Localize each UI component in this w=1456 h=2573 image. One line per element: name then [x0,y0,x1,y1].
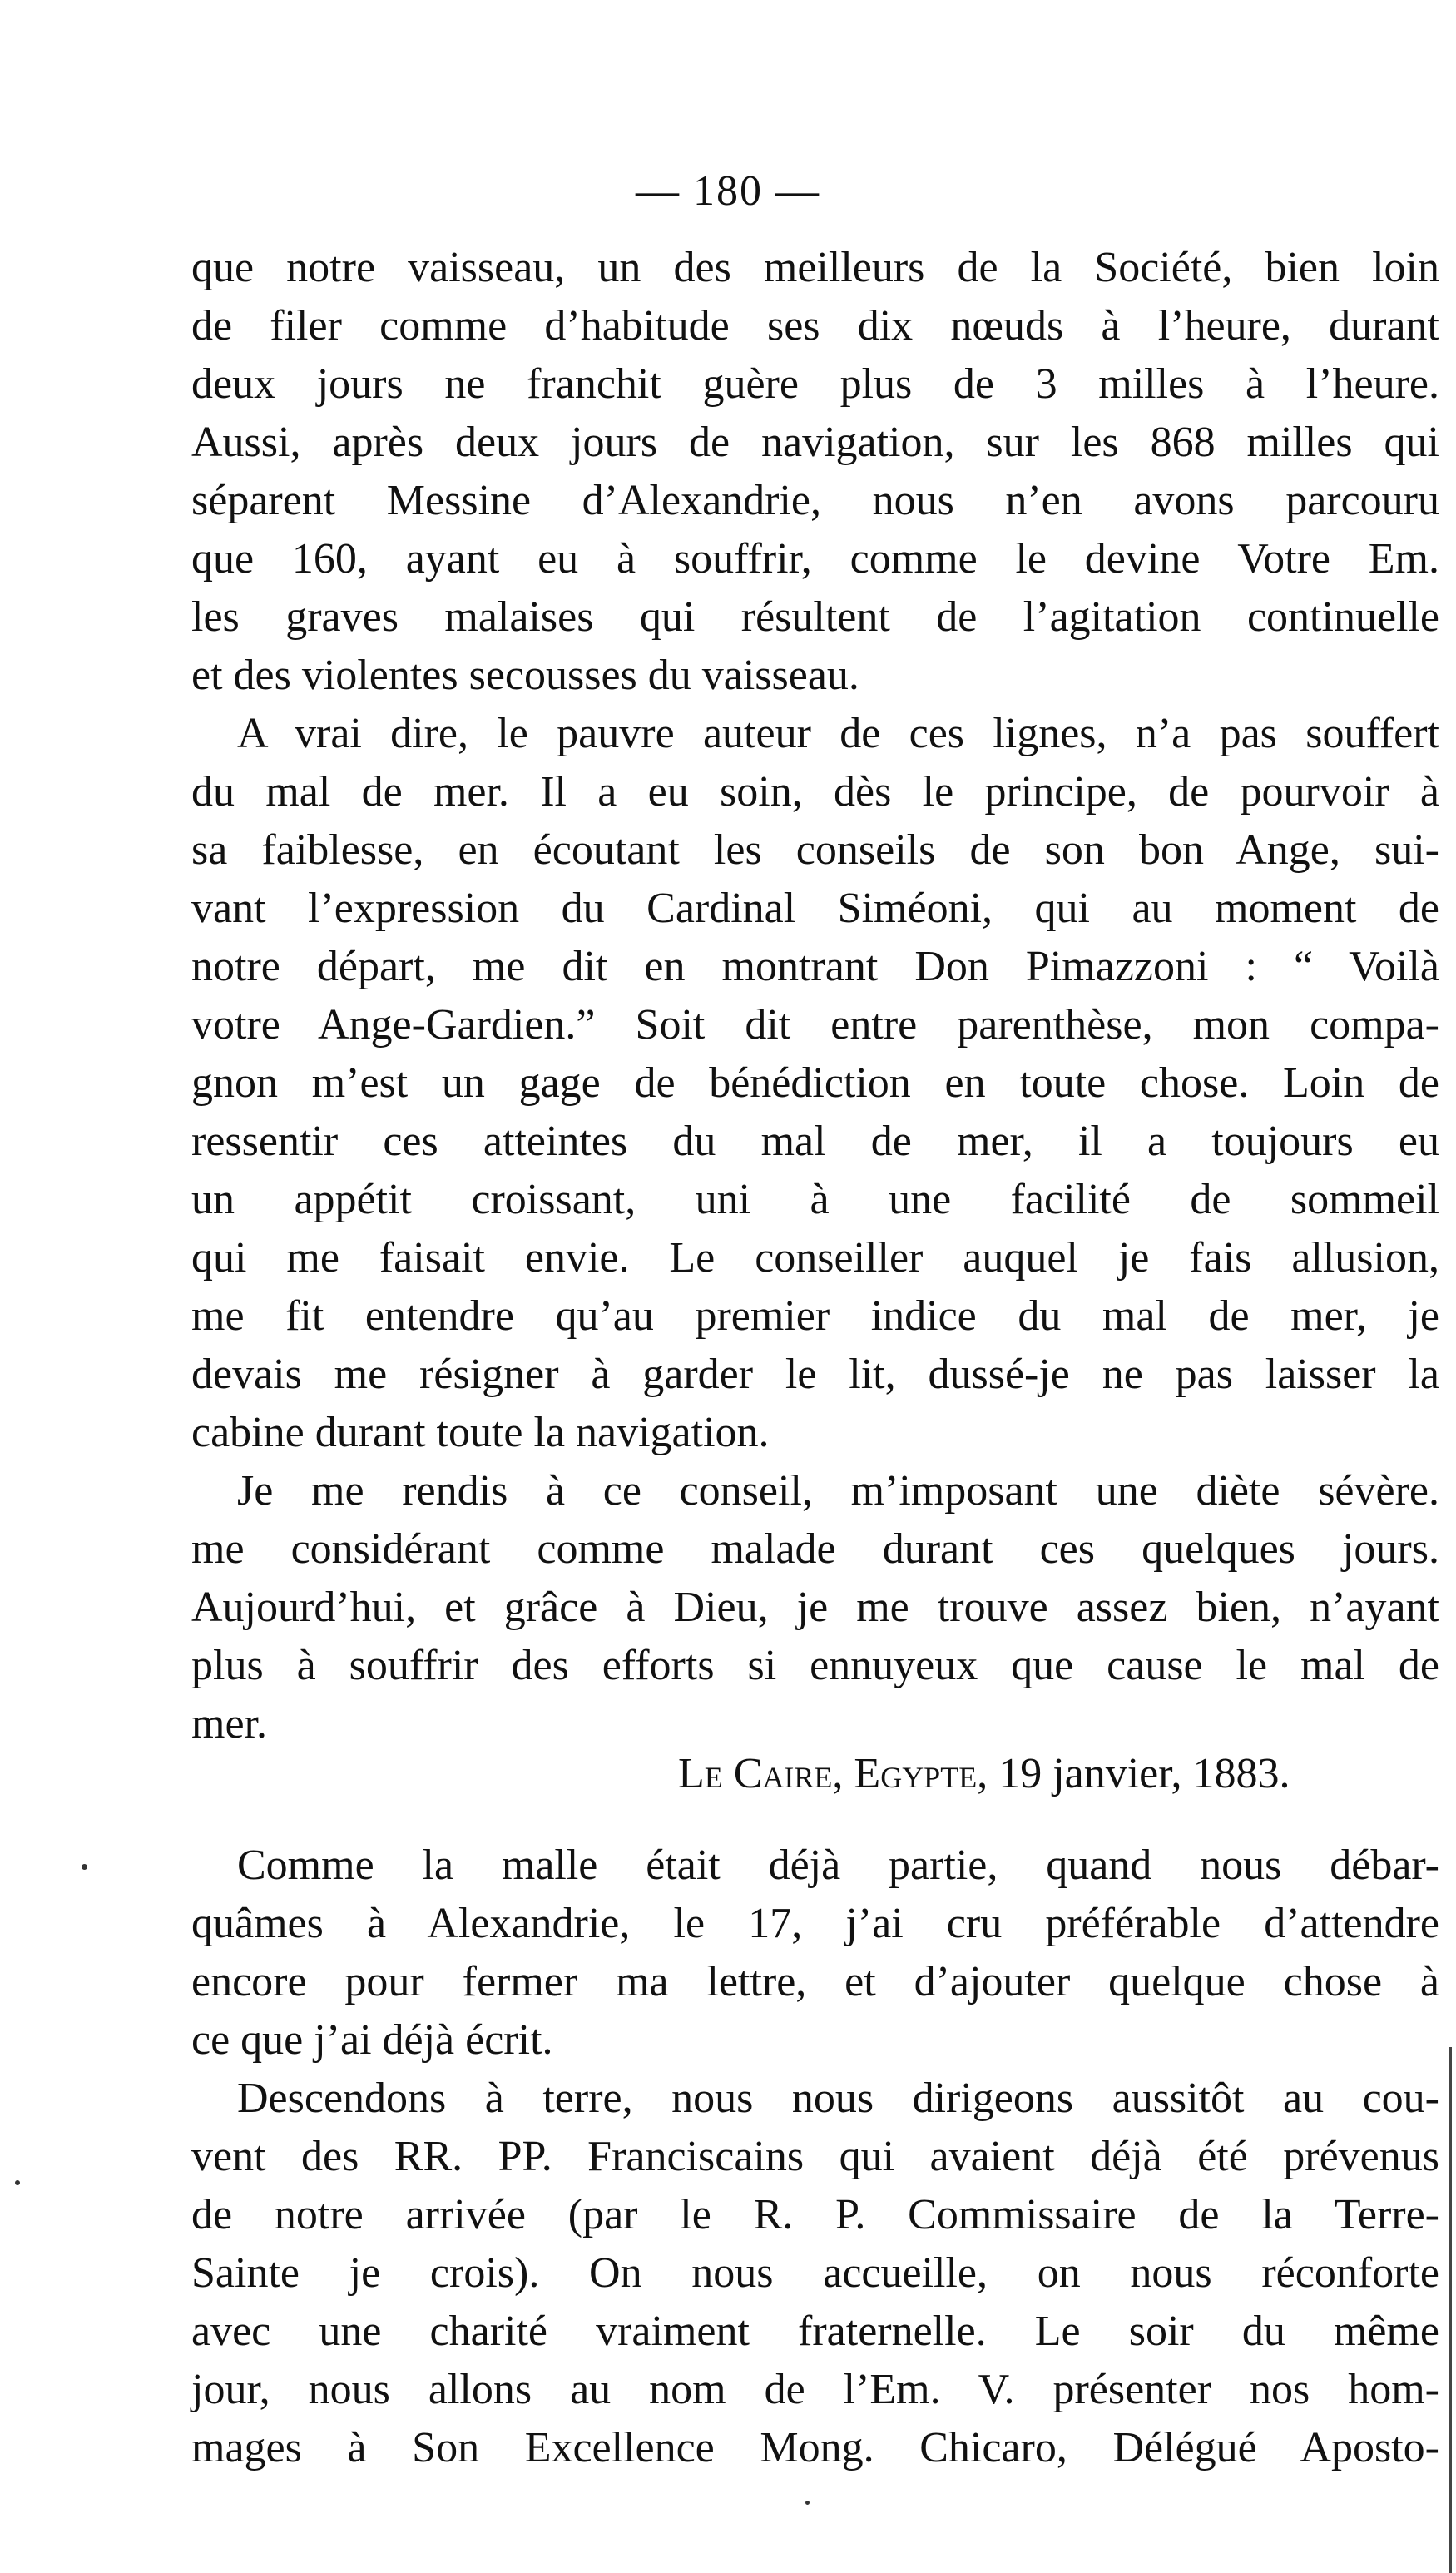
text-line: que notre vaisseau, un des meilleurs de la Société, bien loin [191,244,1439,291]
text-line: séparent Messine d’Alexandrie, nous n’en avons parcouru [191,477,1439,524]
text-line: vent des RR. PP. Franciscains qui avaient déjà été prévenus [191,2133,1439,2180]
text-line: gnon m’est un gage de bénédiction en toute chose. Loin de [191,1059,1439,1107]
text-line: un appétit croissant, uni à une facilité de sommeil [191,1176,1439,1223]
text-line: encore pour fermer ma lettre, et d’ajouter quelque chose à [191,1958,1439,2005]
scan-speck [82,1864,87,1870]
text-line: Sainte je crois). On nous accueille, on nous réconforte [191,2249,1439,2297]
text-line: mer. [191,1700,267,1748]
text-line: ce que j’ai déjà écrit. [191,2016,553,2064]
text-line: avec une charité vraiment fraternelle. Le soir du même [191,2308,1439,2355]
text-line: Comme la malle était déjà partie, quand nous débar- [237,1842,1439,1889]
text-line: me considérant comme malade durant ces quelques jours. [191,1525,1439,1573]
text-line: cabine durant toute la navigation. [191,1409,770,1456]
text-line: sa faiblesse, en écoutant les conseils de son bon Ange, sui- [191,826,1439,874]
text-line: plus à souffrir des efforts si ennuyeux que cause le mal de [191,1642,1439,1689]
text-line: devais me résigner à garder le lit, dussé-je ne pas laisser la [191,1351,1439,1398]
text-line: ressentir ces atteintes du mal de mer, il a toujours eu [191,1118,1439,1165]
text-line: Je me rendis à ce conseil, m’imposant une diète sévère. [237,1467,1439,1515]
text-line: Descendons à terre, nous nous dirigeons aussitôt au cou- [237,2075,1439,2122]
text-line: notre départ, me dit en montrant Don Pimazzoni : “ Voilà [191,943,1439,990]
text-line: jour, nous allons au nom de l’Em. V. présenter nos hom- [191,2366,1439,2413]
text-line: Aujourd’hui, et grâce à Dieu, je me trouve assez bien, n’ayant [191,1584,1439,1631]
text-line: et des violentes secousses du vaisseau. [191,652,859,699]
text-line: les graves malaises qui résultent de l’agitation continuelle [191,593,1439,641]
dateline-date: 19 janvier, 1883. [998,1750,1290,1797]
dateline [678,1748,1290,1801]
scan-speck [805,2501,810,2505]
page-number: — 180 — [636,167,820,215]
text-line: quâmes à Alexandrie, le 17, j’ai cru préférable d’attendre [191,1900,1439,1947]
scan-speck [15,2180,20,2185]
text-line: me fit entendre qu’au premier indice du mal de mer, je [191,1292,1439,1340]
text-line: vant l’expression du Cardinal Siméoni, qui au moment de [191,885,1439,932]
text-line: mages à Son Excellence Mong. Chicaro, Délégué Aposto- [191,2424,1439,2471]
text-line: que 160, ayant eu à souffrir, comme le devine Votre Em. [191,535,1439,583]
text-line: deux jours ne franchit guère plus de 3 milles à l’heure. [191,360,1439,408]
text-line: Aussi, après deux jours de navigation, sur les 868 milles qui [191,419,1439,466]
dateline-place: Le Caire, Egypte, [678,1750,988,1797]
text-line: votre Ange-Gardien.” Soit dit entre parenthèse, mon compa- [191,1001,1439,1049]
text-line: de filer comme d’habitude ses dix nœuds à l’heure, durant [191,302,1439,350]
text-line: A vrai dire, le pauvre auteur de ces lignes, n’a pas souffert [237,710,1439,757]
text-line: qui me faisait envie. Le conseiller auquel je fais allusion, [191,1234,1439,1282]
text-line: de notre arrivée (par le R. P. Commissaire de la Terre- [191,2191,1439,2238]
text-line: du mal de mer. Il a eu soin, dès le principe, de pourvoir à [191,768,1439,816]
scan-edge-line [1449,2047,1452,2573]
